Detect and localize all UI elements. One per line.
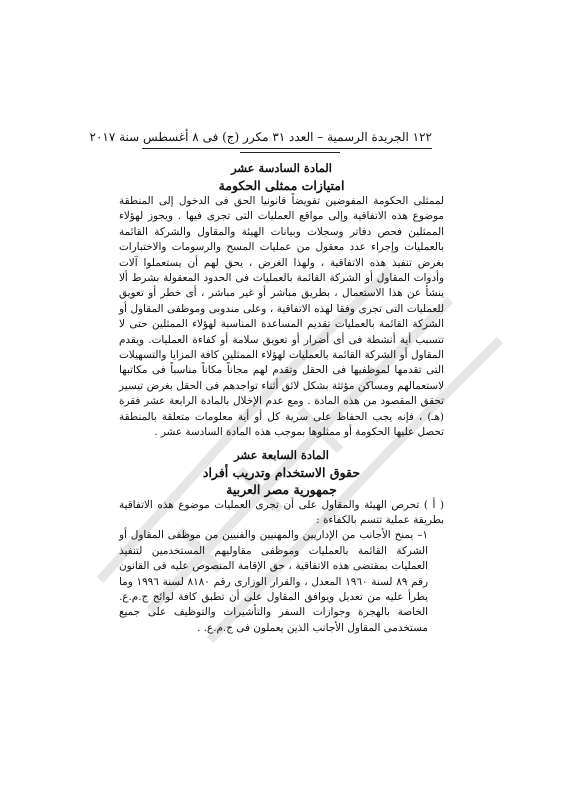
article17-title: المادة السابعة عشر <box>234 447 329 462</box>
article17-item-1: ١– يمنح الأجانب من الإداريين والمهنيين والفنيين من موظفى المقاول أو الشركة القائمة بالعمليات وموظفى مقاوليهم المستخدمين لتنفيذ العمليات بمقتضى هذه الاتفاقية ، حق الإقامة المنصوص عليه فى القانون رقم ٨٩ لسنة ١٩٦٠ المعدل ، والقرار الوزارى رقم ٨١٨٠ لسنة ١٩٩٦ وما يطرأ عليه من تعديل ويوافق المقاول على أن تطبق كافة لوائح ج.م.ع. الخاصة بالهجرة وجوازات السفر والتأشيرات والتوظيف على جميع مستخدمى المقاول الأجانب الذين يعملون فى ج.م.ع. . <box>119 529 429 634</box>
article16-body: لممثلى الحكومة المفوضين تفويضاً قانونيا الحق فى الدخول إلى المنطقة موضوع هذه الاتفاقية وإلى مواقع العمليات التى تجرى فيها . ويجوز لهؤلاء الممثلين فحص دفاتر وسجلات وبيانات الهيئة والمقاول والشركة القائمة بالعمليات وإجراء عدد معقول من عمليات المسح والرسومات والاختبارات بغرض تنفيذ هذه الاتفاقية ، ولهذا الغرض ، يحق لهم أن يستعملوا آلات وأدوات المقاول أو الشركة القائمة بالعمليات فى الحدود المعقولة بشرط ألا ينشأ عن هذا الاستعمال ، بطريق مباشر أو غير مباشر ، أى خطر أو تعويق للعمليات التى تجرى وفقا لهذه الاتفاقية ، وعلى مندوبى وموظفى المقاول أو الشركة القائمة بالعمليات تقديم المساعدة المناسبة لهؤلاء الممثلين حتى لا تتسبب أية أنشطة فى أى أضرار أو تعويق سلامة أو كفاءة العمليات. ويقدم المقاول أو الشركة القائمة بالعمليات لهؤلاء الممثلين كافة المزايا والتسهيلات التى تقدمها لموظفيها فى الحقل وتقدم لهم مجاناً مكاناً مناسباً فى مكاتبها لاستعمالهم ومساكن مؤثثة بشكل لائق أثناء تواجدهم فى الحقل بغرض تيسير تحقق المقصود من هذه المادة . ومع عدم الإخلال بالمادة الرابعة عشر فقرة (هـ) ، فإنه يجب الحفاظ على سرية كل أو أية معلومات متعلقة بالمنطقة تحصل عليها الحكومة أو ممثلوها بموجب هذه المادة السادسة عشر . <box>119 195 444 439</box>
article17-subtitle: حقوق الاستخدام وتدريب أفراد <box>202 464 361 480</box>
article17-subtitle2: جمهورية مصر العربية <box>226 481 337 497</box>
page-header: ١٢٢ الجريدة الرسمية – العدد ٣١ مكرر (ج) فى ٨ أغسطس سنة ٢٠١٧ <box>89 130 432 144</box>
article16-title: المادة السادسة عشر <box>231 161 332 175</box>
document-body <box>119 160 444 636</box>
article16-subtitle: امتيازات ممثلى الحكومة <box>218 178 345 193</box>
article17-paragraph-a: ( أ ) تحرص الهيئة والمقاول على أن تجرى العمليات موضوع هذه الاتفاقية بطريقة عملية تتسم بالكفاءة : <box>119 498 444 526</box>
header-divider-short <box>240 152 340 153</box>
header-divider <box>142 148 432 149</box>
